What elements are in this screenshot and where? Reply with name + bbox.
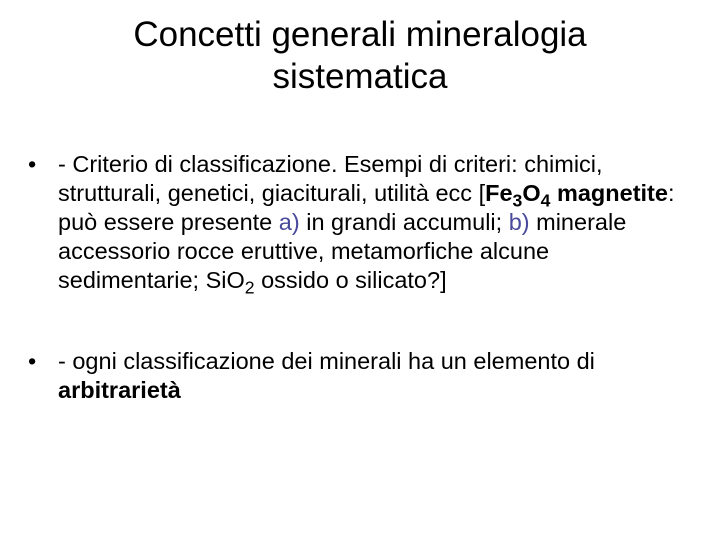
bullet1-text-c: minerale accessorio rocce eruttive, metamorfiche alcune sedimentarie; SiO (58, 209, 627, 293)
option-a: a) (278, 209, 300, 235)
bullet-list (28, 150, 688, 405)
bullet1-open-bracket: [ (478, 180, 486, 206)
bullet1-intro: - Criterio di classificazione. Esempi di criteri: chimici, strutturali, genetici, giaciturali, utilità ecc (58, 151, 603, 206)
bullet-marker: • (28, 348, 37, 374)
magnetite-formula (485, 180, 668, 211)
sio2-subscript: 2 (244, 277, 255, 298)
bullet-arbitrarieta (28, 347, 688, 405)
title-line-2: sistematica (272, 57, 448, 96)
option-b: b) (508, 209, 530, 235)
bullet-marker: • (28, 151, 37, 177)
formula-o: O (522, 180, 541, 206)
bullet2-bold: arbitrarietà (58, 377, 181, 403)
bullet1-text-b: in grandi accumuli; (299, 209, 509, 235)
bullet2-text: - ogni classificazione dei minerali ha un elemento di (58, 348, 595, 374)
mineral-name: magnetite (550, 180, 668, 206)
bullet-criterio (28, 150, 688, 298)
formula-o-subscript: 4 (540, 190, 551, 211)
bullet1-text-a: : può essere presente (58, 180, 675, 235)
formula-fe: Fe (485, 180, 513, 206)
title-line-1: Concetti generali mineralogia (133, 15, 587, 54)
formula-fe-subscript: 3 (512, 190, 523, 211)
slide-title (60, 14, 660, 98)
bullet1-text-d: ossido o silicato?] (254, 267, 447, 293)
